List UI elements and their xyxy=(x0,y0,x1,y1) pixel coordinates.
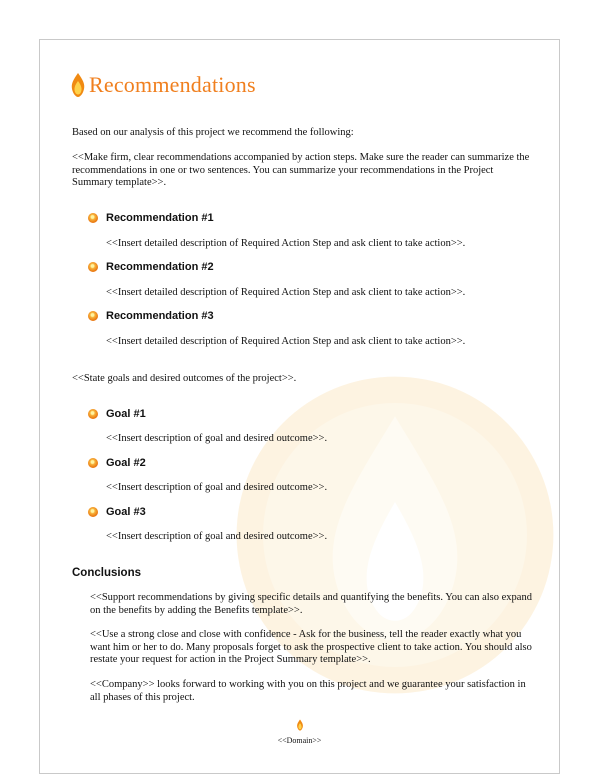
orange-bullet-icon xyxy=(88,458,98,468)
conclusions-heading: Conclusions xyxy=(72,567,142,579)
document-page xyxy=(39,39,560,774)
goal-label: Goal #1 xyxy=(106,408,146,420)
recommendation-item xyxy=(88,261,214,273)
recommendation-item xyxy=(88,212,214,224)
goal-label: Goal #3 xyxy=(106,506,146,518)
flame-icon xyxy=(296,719,304,731)
orange-bullet-icon xyxy=(88,213,98,223)
flame-icon xyxy=(70,72,86,98)
intro-text: Based on our analysis of this project we recommend the following: xyxy=(72,127,354,138)
goal-desc: <<Insert description of goal and desired outcome>>. xyxy=(106,482,328,493)
orange-bullet-icon xyxy=(88,507,98,517)
goal-item xyxy=(88,457,146,469)
recommendation-item xyxy=(88,310,214,322)
recommendation-label: Recommendation #2 xyxy=(106,261,214,273)
conclusion-paragraph: <<Use a strong close and close with confidence - Ask for the business, tell the reader exactly what you want him or her to do. Many proposals forget to ask the prospective client to take action. You should also restate your request for action in the Project Summary template>>. xyxy=(90,629,532,665)
goal-item xyxy=(88,506,146,518)
conclusion-paragraph: <<Company>> looks forward to working with you on this project and we guarantee your satisfaction in all phases of this project. xyxy=(90,679,526,703)
footer-domain: <<Domain>> xyxy=(277,736,322,745)
footer xyxy=(40,718,559,745)
recommendation-label: Recommendation #1 xyxy=(106,212,214,224)
title-row xyxy=(70,72,256,98)
recommendation-desc: <<Insert detailed description of Required Action Step and ask client to take action>>. xyxy=(106,336,466,347)
orange-bullet-icon xyxy=(88,262,98,272)
orange-bullet-icon xyxy=(88,409,98,419)
make-firm-text: <<Make firm, clear recommendations accompanied by action steps. Make sure the reader can summarize the recommendations in one or two sentences. You can summarize your recommendations in the Project Summary template>>. xyxy=(72,152,530,188)
recommendation-label: Recommendation #3 xyxy=(106,310,214,322)
recommendation-desc: <<Insert detailed description of Required Action Step and ask client to take action>>. xyxy=(106,238,466,249)
goal-item xyxy=(88,408,146,420)
orange-bullet-icon xyxy=(88,311,98,321)
recommendation-desc: <<Insert detailed description of Required Action Step and ask client to take action>>. xyxy=(106,287,466,298)
page-title: Recommendations xyxy=(89,72,256,97)
goal-label: Goal #2 xyxy=(106,457,146,469)
goal-desc: <<Insert description of goal and desired outcome>>. xyxy=(106,433,328,444)
goals-intro-text: <<State goals and desired outcomes of the project>>. xyxy=(72,373,297,384)
conclusion-paragraph: <<Support recommendations by giving specific details and quantifying the benefits. You can also expand on the benefits by adding the Benefits template>>. xyxy=(90,592,532,616)
goal-desc: <<Insert description of goal and desired outcome>>. xyxy=(106,531,328,542)
